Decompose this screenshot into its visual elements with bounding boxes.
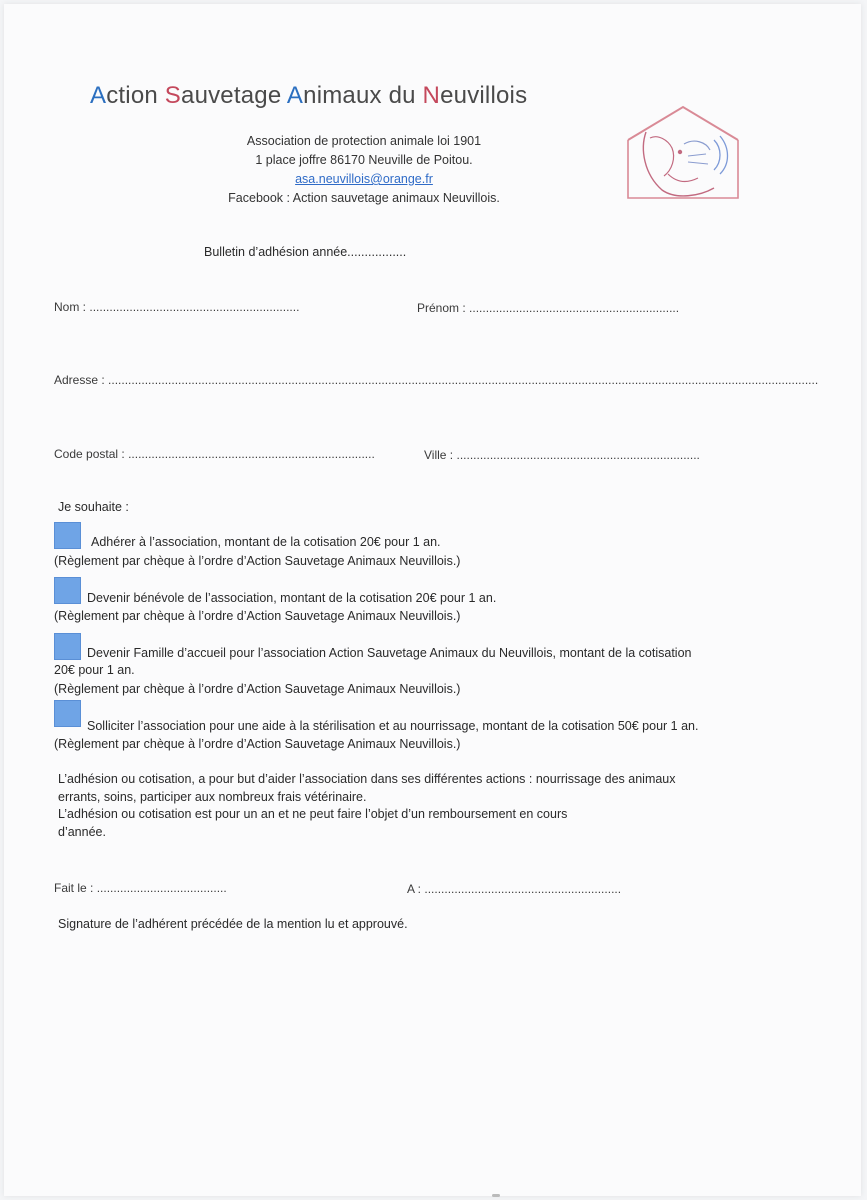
title-initial: A: [286, 82, 304, 109]
code-postal-dots: ..........................................................................: [128, 447, 375, 461]
association-type: Association de protection animale loi 1901: [246, 134, 482, 148]
checkbox-sterilisation[interactable]: [54, 700, 81, 727]
nom-field[interactable]: [54, 300, 299, 314]
info-line: L’adhésion ou cotisation est pour un an et ne peut faire l’objet d’un remboursement en cours: [58, 807, 568, 821]
option-famille-note: (Règlement par chèque à l’ordre d’Action Sauvetage Animaux Neuvillois.): [54, 682, 461, 696]
info-paragraph: [58, 771, 778, 841]
je-souhaite-label: Je souhaite :: [58, 500, 129, 514]
facebook-line: Facebook : Action sauvetage animaux Neuvillois.: [228, 191, 500, 205]
bulletin-title: Bulletin d’adhésion année.................: [204, 245, 407, 259]
a-dots: ...........................................................: [424, 882, 622, 896]
checkbox-famille-accueil[interactable]: [54, 633, 81, 660]
info-line: L’adhésion ou cotisation, a pour but d’aider l’association dans ses différentes actions : nourrissage des animaux: [58, 772, 676, 786]
association-address: 1 place joffre 86170 Neuville de Poitou.: [255, 153, 473, 167]
fait-le-field[interactable]: [54, 881, 227, 895]
a-field[interactable]: [407, 882, 621, 896]
association-title: [90, 82, 527, 110]
signature-instruction: Signature de l’adhérent précédée de la mention lu et approuvé.: [58, 917, 408, 931]
checkbox-adherer[interactable]: [54, 522, 81, 549]
title-word: nimaux du: [303, 82, 416, 109]
form-page: [4, 4, 861, 1196]
prenom-label: Prénom :: [417, 301, 466, 315]
scan-mark: [492, 1194, 500, 1197]
info-line: errants, soins, participer aux nombreux frais vétérinaire.: [58, 789, 367, 804]
option-famille-text-2: 20€ pour 1 an.: [54, 663, 135, 677]
option-benevole-text: Devenir bénévole de l’association, montant de la cotisation 20€ pour 1 an.: [87, 591, 497, 605]
adresse-dots: .....................................................................................................................................................................................................................: [108, 373, 819, 387]
title-word: euvillois: [440, 82, 528, 109]
option-sterilisation-note: (Règlement par chèque à l’ordre d’Action Sauvetage Animaux Neuvillois.): [54, 737, 461, 751]
title-word: auvetage: [181, 82, 282, 109]
nom-dots: ...............................................................: [89, 300, 300, 314]
adresse-label: Adresse :: [54, 373, 105, 387]
option-famille-text: Devenir Famille d’accueil pour l’association Action Sauvetage Animaux du Neuvillois, montant de la cotisation: [87, 646, 692, 660]
option-sterilisation-text: Solliciter l’association pour une aide à la stérilisation et au nourrissage, montant de la cotisation 50€ pour 1 an.: [87, 719, 699, 733]
option-benevole-note: (Règlement par chèque à l’ordre d’Action Sauvetage Animaux Neuvillois.): [54, 609, 461, 623]
adresse-field[interactable]: [54, 373, 818, 387]
info-line: d’année.: [58, 824, 106, 839]
association-info: [144, 132, 584, 208]
ville-dots: .........................................................................: [456, 448, 700, 462]
prenom-dots: ...............................................................: [469, 301, 680, 315]
code-postal-label: Code postal :: [54, 447, 125, 461]
option-adherer-text: Adhérer à l’association, montant de la cotisation 20€ pour 1 an.: [91, 535, 441, 549]
a-label: A :: [407, 882, 422, 896]
ville-label: Ville :: [424, 448, 454, 462]
checkbox-benevole[interactable]: [54, 577, 81, 604]
ville-field[interactable]: [424, 448, 700, 462]
prenom-field[interactable]: [417, 301, 679, 315]
title-initial: A: [90, 82, 107, 109]
fait-le-dots: .......................................: [96, 881, 227, 895]
title-initial: N: [422, 82, 441, 109]
title-initial: S: [164, 82, 182, 109]
email-link[interactable]: asa.neuvillois@orange.fr: [295, 172, 433, 186]
title-word: ction: [106, 82, 158, 109]
house-cat-logo-icon: [624, 104, 742, 204]
nom-label: Nom :: [54, 300, 87, 314]
fait-le-label: Fait le :: [54, 881, 94, 895]
option-adherer-note: (Règlement par chèque à l’ordre d’Action Sauvetage Animaux Neuvillois.): [54, 554, 461, 568]
code-postal-field[interactable]: [54, 447, 375, 461]
